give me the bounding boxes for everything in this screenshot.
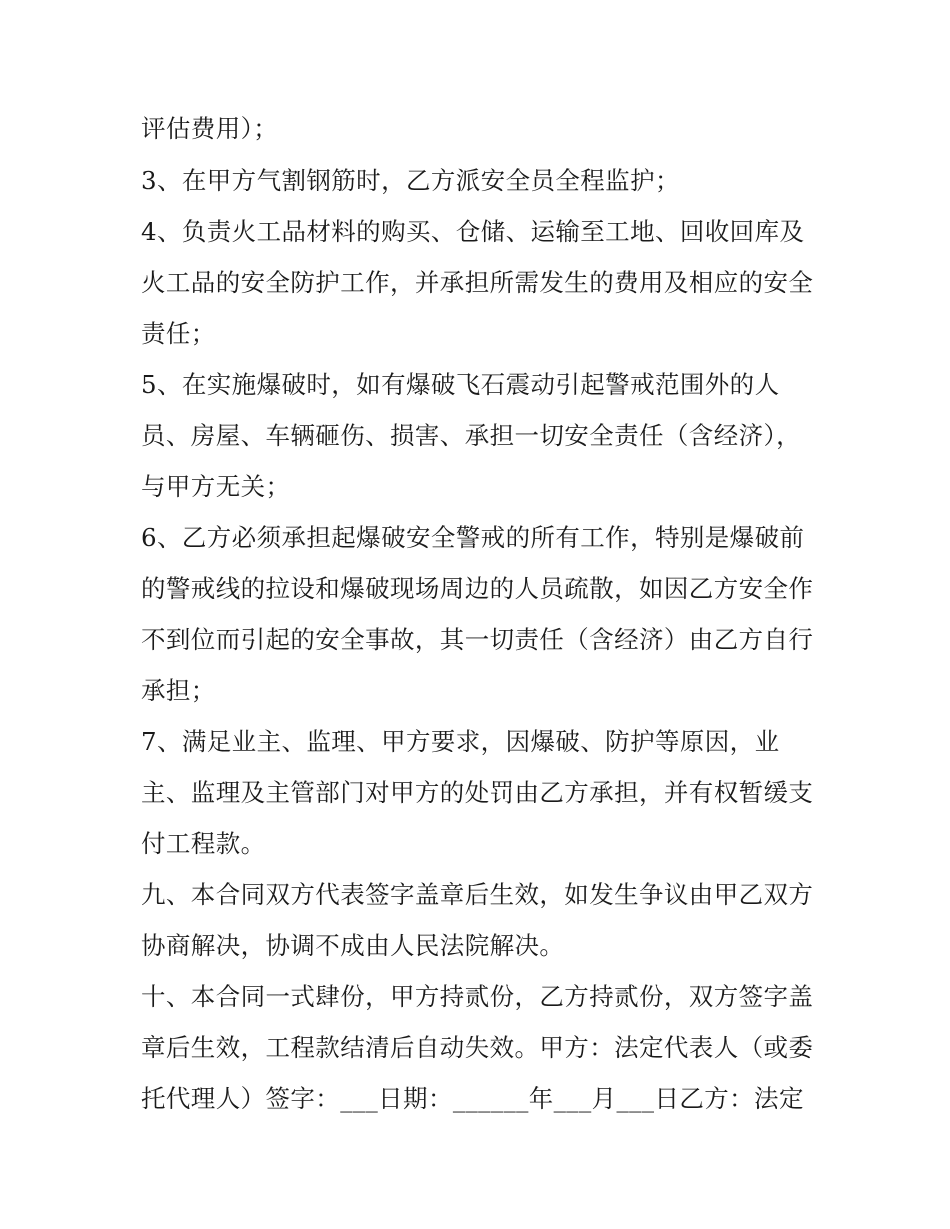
text-line-13: 7、满足业主、监理、甲方要求，因爆破、防护等原因，业 xyxy=(141,727,780,756)
text-line-5: 责任； xyxy=(141,319,216,348)
text-line-6: 5、在实施爆破时，如有爆破飞石震动引起警戒范围外的人 xyxy=(141,370,780,399)
text-line-2: 3、在甲方气割钢筋时，乙方派安全员全程监护； xyxy=(141,166,680,195)
text-line-1: 评估费用）； xyxy=(141,114,279,143)
text-line-19: 章后生效，工程款结清后自动失效。甲方：法定代表人（或委 xyxy=(141,1033,814,1062)
text-line-17: 协商解决，协调不成由人民法院解决。 xyxy=(141,931,565,960)
text-line-3: 4、负责火工品材料的购买、仓储、运输至工地、回收回库及 xyxy=(141,217,805,246)
text-line-10: 的警戒线的拉设和爆破现场周边的人员疏散，如因乙方安全作 xyxy=(141,574,814,603)
text-line-9: 6、乙方必须承担起爆破安全警戒的所有工作，特别是爆破前 xyxy=(141,523,805,552)
text-line-12: 承担； xyxy=(141,676,216,705)
text-line-15: 付工程款。 xyxy=(141,829,266,858)
text-line-16: 九、本合同双方代表签字盖章后生效，如发生争议由甲乙双方 xyxy=(141,880,814,909)
text-line-18: 十、本合同一式肆份，甲方持贰份，乙方持贰份，双方签字盖 xyxy=(141,982,814,1011)
text-line-14: 主、监理及主管部门对甲方的处罚由乙方承担，并有权暂缓支 xyxy=(141,778,814,807)
text-line-8: 与甲方无关； xyxy=(141,472,291,501)
text-line-20: 托代理人）签字：___日期：______年___月___日乙方：法定 xyxy=(141,1084,804,1113)
text-line-4: 火工品的安全防护工作，并承担所需发生的费用及相应的安全 xyxy=(141,268,814,297)
text-line-7: 员、房屋、车辆砸伤、损害、承担一切安全责任（含经济）， xyxy=(141,421,802,450)
text-line-11: 不到位而引起的安全事故，其一切责任（含经济）由乙方自行 xyxy=(141,625,814,654)
